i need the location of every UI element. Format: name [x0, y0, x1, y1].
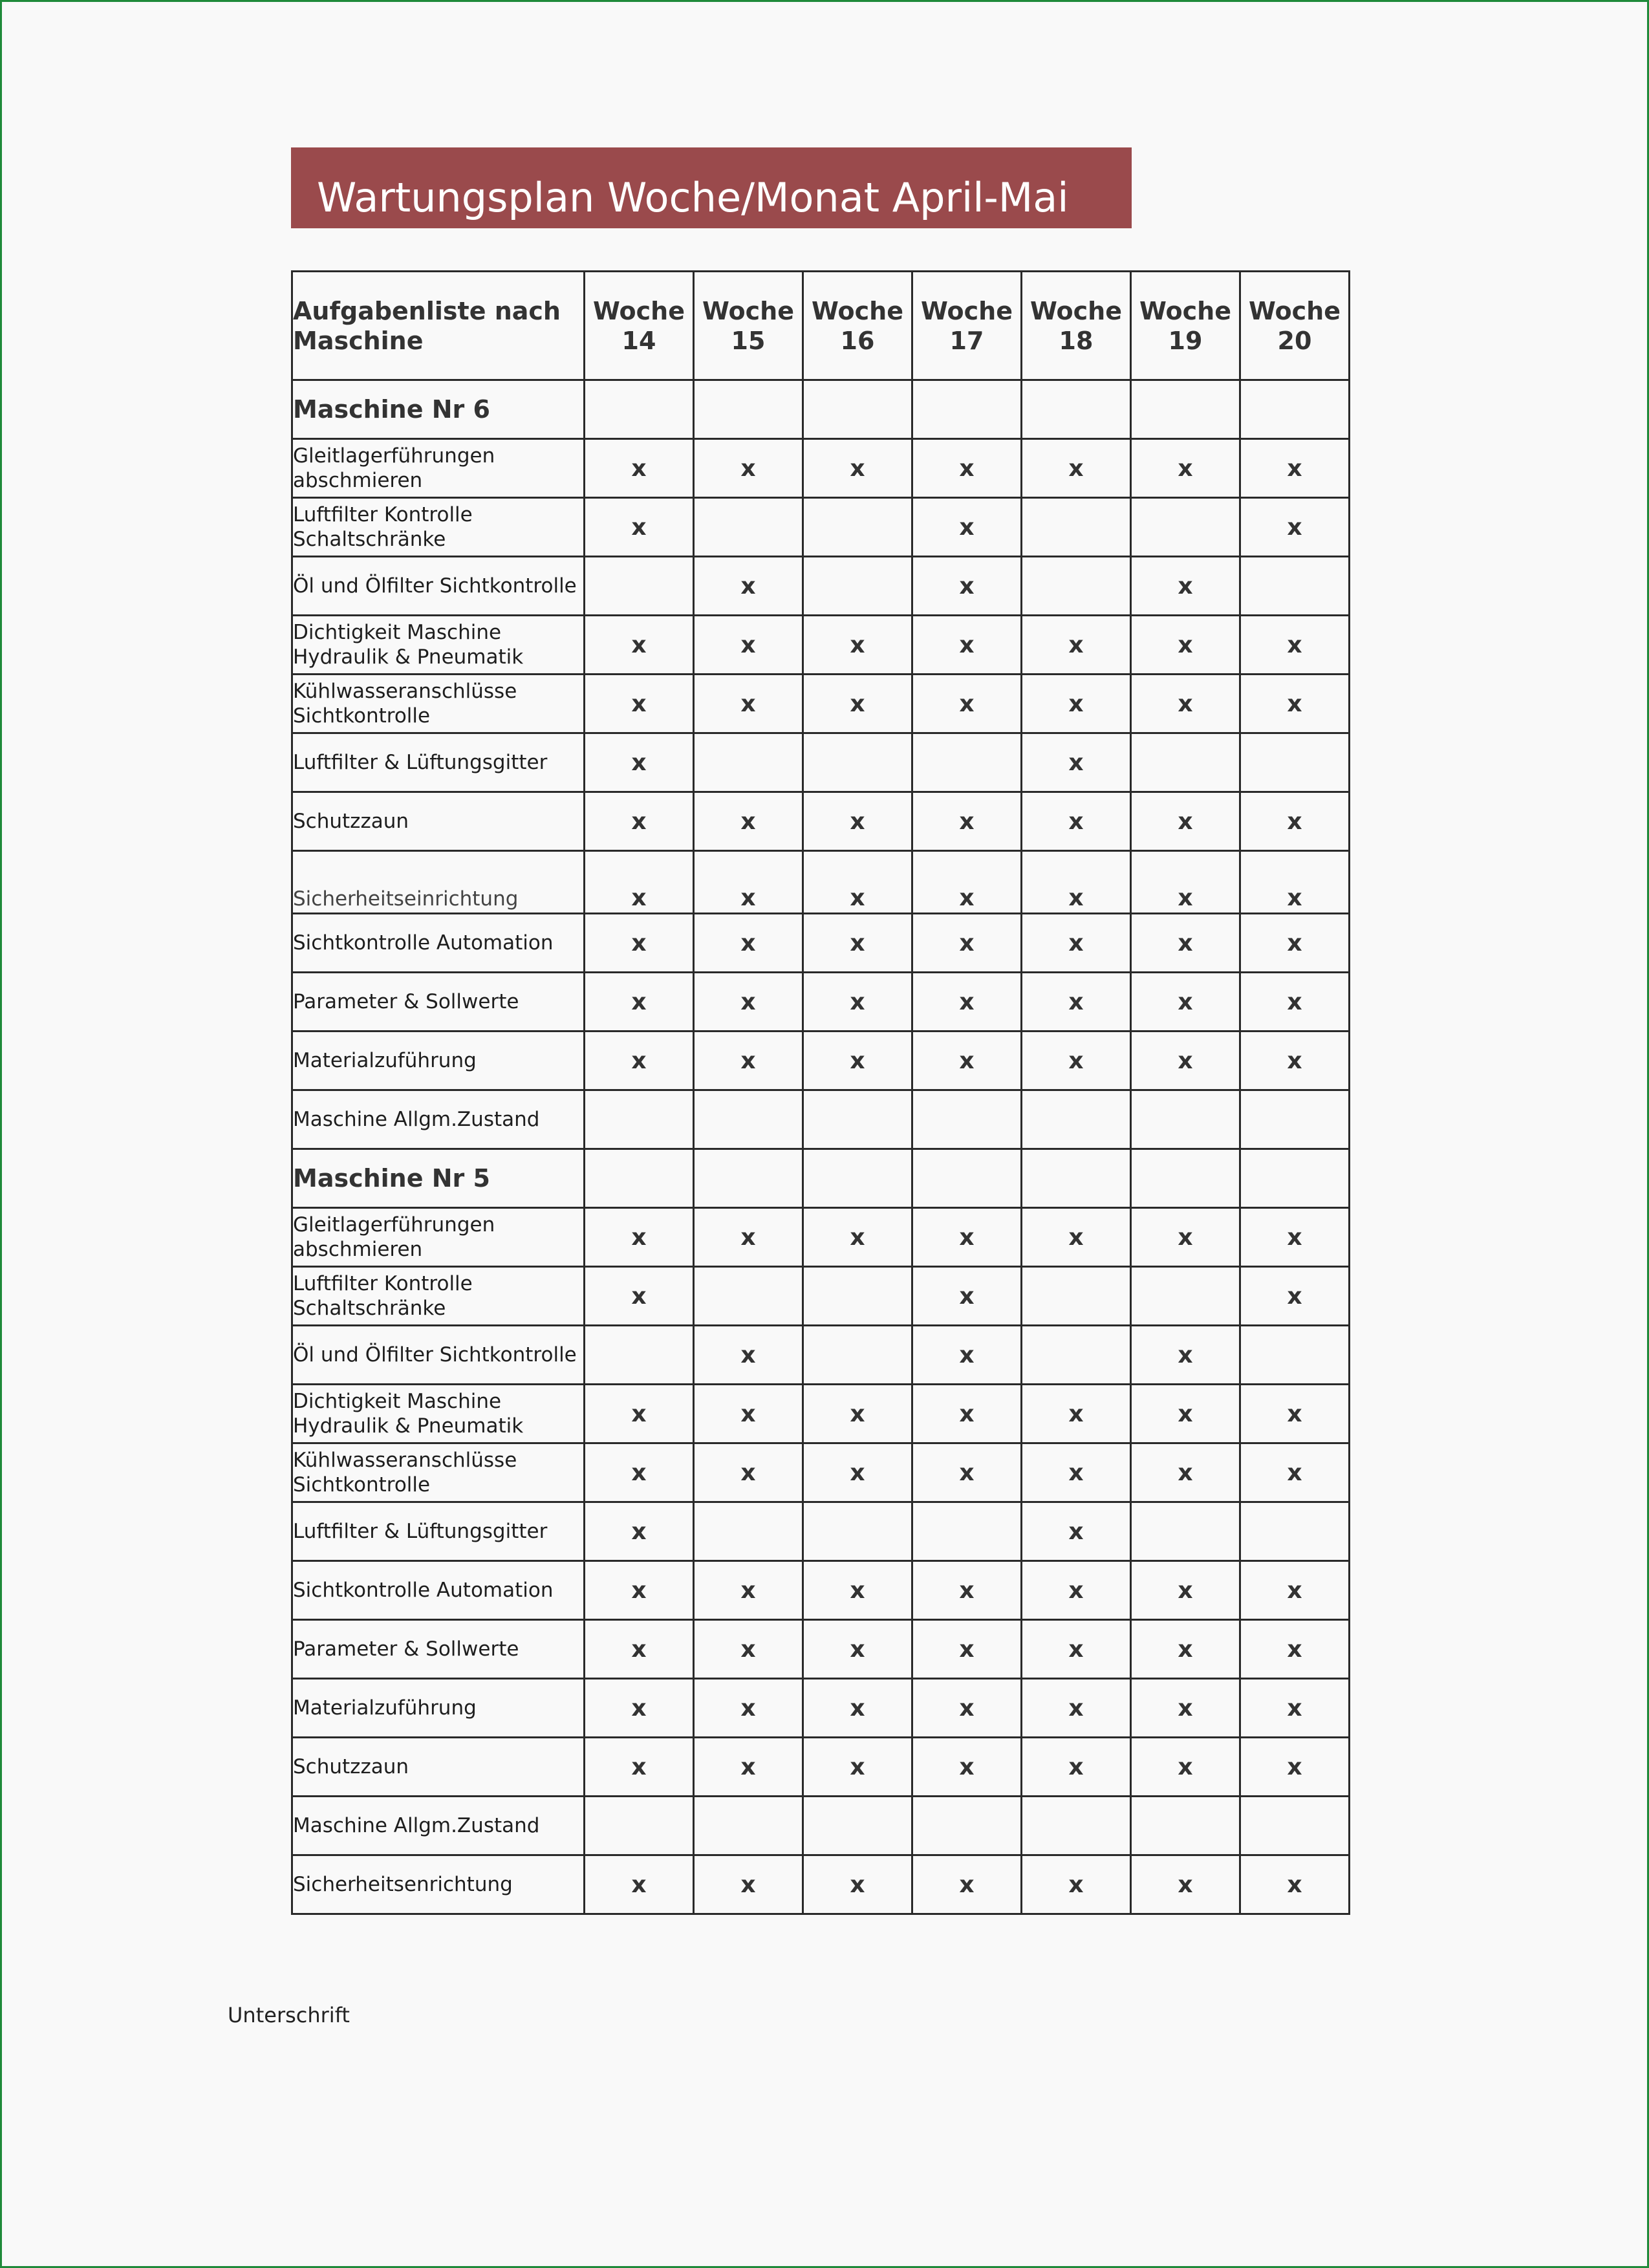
schedule-cell: x: [1022, 616, 1131, 675]
schedule-cell: x: [585, 1031, 694, 1090]
schedule-cell: [803, 1326, 912, 1385]
table-row: [292, 439, 1350, 498]
schedule-cell: x: [1022, 973, 1131, 1031]
schedule-cell: x: [1131, 1326, 1240, 1385]
schedule-cell: [1022, 1797, 1131, 1855]
week-label: Woche: [1248, 296, 1341, 325]
schedule-cell: x: [694, 1738, 803, 1797]
schedule-cell: x: [694, 557, 803, 616]
schedule-cell: x: [1240, 1855, 1350, 1914]
schedule-cell: [912, 733, 1022, 792]
task-name: Sicherheitseinrichtung: [292, 851, 585, 914]
schedule-cell: [803, 380, 912, 439]
week-label: Woche: [1139, 296, 1232, 325]
table-row: [292, 557, 1350, 616]
week-header-14: [585, 272, 694, 380]
task-name: Kühlwasseranschlüsse Sichtkontrolle: [292, 1443, 585, 1502]
schedule-cell: x: [694, 1561, 803, 1620]
schedule-cell: x: [1022, 1502, 1131, 1561]
schedule-cell: x: [1022, 792, 1131, 851]
week-header-19: [1131, 272, 1240, 380]
schedule-cell: x: [1022, 914, 1131, 973]
schedule-cell: x: [694, 439, 803, 498]
table-row: [292, 1561, 1350, 1620]
week-label: Woche: [1029, 296, 1123, 325]
schedule-cell: x: [803, 1385, 912, 1443]
week-header-17: [912, 272, 1022, 380]
week-header-15: [694, 272, 803, 380]
task-name: Materialzuführung: [292, 1679, 585, 1738]
schedule-cell: x: [803, 1031, 912, 1090]
schedule-cell: x: [694, 616, 803, 675]
schedule-cell: x: [803, 973, 912, 1031]
schedule-cell: [1022, 1326, 1131, 1385]
week-number: 20: [1277, 326, 1312, 355]
task-name: Materialzuführung: [292, 1031, 585, 1090]
schedule-cell: x: [1240, 1267, 1350, 1326]
schedule-cell: x: [912, 1267, 1022, 1326]
schedule-cell: [694, 380, 803, 439]
schedule-cell: [912, 1502, 1022, 1561]
schedule-cell: x: [1022, 1620, 1131, 1679]
table-row: [292, 914, 1350, 973]
week-number: 14: [621, 326, 656, 355]
schedule-cell: x: [1240, 616, 1350, 675]
schedule-cell: x: [1131, 1385, 1240, 1443]
schedule-cell: [1131, 1267, 1240, 1326]
table-row: [292, 1385, 1350, 1443]
schedule-cell: x: [1240, 1620, 1350, 1679]
schedule-cell: [1022, 1267, 1131, 1326]
schedule-cell: x: [803, 1208, 912, 1267]
schedule-cell: x: [1131, 973, 1240, 1031]
schedule-cell: x: [912, 498, 1022, 557]
schedule-cell: x: [912, 675, 1022, 733]
week-header-20: [1240, 272, 1350, 380]
schedule-cell: x: [585, 1208, 694, 1267]
schedule-cell: [1240, 733, 1350, 792]
schedule-cell: x: [1022, 1561, 1131, 1620]
week-label: Woche: [592, 296, 685, 325]
schedule-cell: x: [694, 1326, 803, 1385]
schedule-cell: x: [803, 792, 912, 851]
schedule-cell: x: [694, 1443, 803, 1502]
table-row: [292, 1855, 1350, 1914]
schedule-cell: x: [585, 1443, 694, 1502]
schedule-cell: x: [1240, 792, 1350, 851]
schedule-cell: [1240, 1090, 1350, 1149]
maintenance-table: [291, 270, 1350, 1915]
schedule-cell: [694, 1149, 803, 1208]
schedule-cell: x: [1240, 1738, 1350, 1797]
schedule-cell: x: [1240, 675, 1350, 733]
schedule-cell: x: [1022, 851, 1131, 914]
task-name: Öl und Ölfilter Sichtkontrolle: [292, 1326, 585, 1385]
schedule-cell: x: [912, 914, 1022, 973]
schedule-cell: [1131, 1797, 1240, 1855]
schedule-cell: [1022, 380, 1131, 439]
table-row: [292, 675, 1350, 733]
task-name: Dichtigkeit Maschine Hydraulik & Pneumatik: [292, 1385, 585, 1443]
schedule-cell: x: [694, 851, 803, 914]
schedule-cell: [585, 1797, 694, 1855]
week-number: 15: [731, 326, 766, 355]
table-row: [292, 1267, 1350, 1326]
schedule-cell: [694, 1090, 803, 1149]
week-label: Woche: [702, 296, 795, 325]
table-row: [292, 1620, 1350, 1679]
schedule-cell: [1022, 1090, 1131, 1149]
schedule-cell: x: [912, 616, 1022, 675]
schedule-cell: x: [803, 1561, 912, 1620]
schedule-cell: x: [694, 792, 803, 851]
schedule-cell: x: [1131, 792, 1240, 851]
machine-section-title: Maschine Nr 5: [292, 1149, 585, 1208]
schedule-cell: x: [694, 1679, 803, 1738]
schedule-cell: [1240, 1149, 1350, 1208]
task-name: Schutzzaun: [292, 1738, 585, 1797]
schedule-cell: x: [912, 1738, 1022, 1797]
schedule-cell: x: [694, 914, 803, 973]
table-header-row: [292, 272, 1350, 380]
schedule-cell: x: [585, 792, 694, 851]
table-row: [292, 1738, 1350, 1797]
schedule-cell: x: [585, 1385, 694, 1443]
schedule-cell: x: [912, 439, 1022, 498]
schedule-cell: [1240, 1797, 1350, 1855]
schedule-cell: x: [1131, 616, 1240, 675]
schedule-cell: x: [912, 851, 1022, 914]
schedule-cell: x: [1131, 1620, 1240, 1679]
task-name: Luftfilter & Lüftungsgitter: [292, 733, 585, 792]
schedule-cell: [1240, 557, 1350, 616]
schedule-cell: x: [585, 1620, 694, 1679]
schedule-cell: x: [585, 1738, 694, 1797]
week-number: 19: [1168, 326, 1203, 355]
schedule-cell: x: [585, 851, 694, 914]
schedule-cell: x: [912, 1326, 1022, 1385]
schedule-cell: [803, 1267, 912, 1326]
schedule-cell: x: [803, 1679, 912, 1738]
schedule-cell: [1131, 498, 1240, 557]
schedule-cell: x: [803, 851, 912, 914]
schedule-cell: x: [1131, 1738, 1240, 1797]
signature-label: Unterschrift: [228, 2003, 350, 2027]
task-name: Sicherheitsenrichtung: [292, 1855, 585, 1914]
schedule-cell: x: [585, 616, 694, 675]
table-row: [292, 1502, 1350, 1561]
schedule-cell: x: [1022, 439, 1131, 498]
schedule-cell: [1131, 380, 1240, 439]
schedule-cell: [803, 498, 912, 557]
schedule-cell: x: [1240, 1443, 1350, 1502]
schedule-cell: [694, 1267, 803, 1326]
schedule-cell: x: [912, 1679, 1022, 1738]
schedule-cell: x: [1022, 1208, 1131, 1267]
task-name: Maschine Allgm.Zustand: [292, 1797, 585, 1855]
task-name: Schutzzaun: [292, 792, 585, 851]
table-row: [292, 1443, 1350, 1502]
schedule-cell: x: [1131, 1679, 1240, 1738]
schedule-cell: x: [1131, 1443, 1240, 1502]
schedule-cell: [1240, 1502, 1350, 1561]
week-header-16: [803, 272, 912, 380]
schedule-cell: x: [1240, 498, 1350, 557]
schedule-cell: x: [694, 973, 803, 1031]
table-row: [292, 851, 1350, 914]
schedule-cell: x: [803, 675, 912, 733]
schedule-cell: x: [1240, 1031, 1350, 1090]
task-name: Maschine Allgm.Zustand: [292, 1090, 585, 1149]
table-row: [292, 973, 1350, 1031]
schedule-cell: x: [585, 914, 694, 973]
schedule-cell: [1022, 557, 1131, 616]
schedule-cell: x: [1022, 1385, 1131, 1443]
schedule-cell: x: [1131, 1855, 1240, 1914]
schedule-cell: x: [803, 1620, 912, 1679]
schedule-cell: x: [694, 1620, 803, 1679]
schedule-cell: x: [1131, 557, 1240, 616]
table-row: [292, 1797, 1350, 1855]
schedule-cell: x: [585, 1561, 694, 1620]
schedule-cell: x: [912, 1561, 1022, 1620]
schedule-cell: x: [585, 973, 694, 1031]
schedule-cell: x: [1131, 439, 1240, 498]
machine-section-title: Maschine Nr 6: [292, 380, 585, 439]
schedule-cell: x: [694, 1208, 803, 1267]
schedule-cell: x: [1131, 1561, 1240, 1620]
schedule-cell: [585, 557, 694, 616]
schedule-cell: x: [585, 1855, 694, 1914]
schedule-cell: [912, 1149, 1022, 1208]
schedule-cell: x: [1131, 914, 1240, 973]
schedule-cell: [585, 1149, 694, 1208]
schedule-cell: [1240, 1326, 1350, 1385]
schedule-cell: x: [912, 1385, 1022, 1443]
schedule-cell: x: [1022, 1679, 1131, 1738]
schedule-cell: x: [1240, 851, 1350, 914]
schedule-cell: [803, 1090, 912, 1149]
week-number: 16: [840, 326, 875, 355]
schedule-cell: x: [1240, 973, 1350, 1031]
schedule-cell: [694, 498, 803, 557]
schedule-cell: x: [1022, 733, 1131, 792]
schedule-cell: [694, 1797, 803, 1855]
schedule-cell: x: [585, 675, 694, 733]
table-row: [292, 498, 1350, 557]
task-name: Sichtkontrolle Automation: [292, 914, 585, 973]
week-label: Woche: [811, 296, 904, 325]
schedule-cell: [1131, 1502, 1240, 1561]
schedule-cell: x: [803, 1443, 912, 1502]
schedule-cell: x: [912, 1208, 1022, 1267]
schedule-cell: x: [694, 1385, 803, 1443]
week-header-18: [1022, 272, 1131, 380]
week-number: 17: [949, 326, 984, 355]
table-row: [292, 1679, 1350, 1738]
task-name: Luftfilter Kontrolle Schaltschränke: [292, 1267, 585, 1326]
page-title: Wartungsplan Woche/Monat April-Mai: [317, 174, 1069, 221]
schedule-cell: x: [912, 1443, 1022, 1502]
task-column-header: Aufgabenliste nach Maschine: [292, 272, 585, 380]
task-name: Sichtkontrolle Automation: [292, 1561, 585, 1620]
schedule-cell: x: [912, 973, 1022, 1031]
schedule-cell: x: [1022, 1855, 1131, 1914]
table-row: [292, 1031, 1350, 1090]
schedule-cell: x: [585, 498, 694, 557]
task-name: Gleitlagerführungen abschmieren: [292, 439, 585, 498]
task-name: Luftfilter & Lüftungsgitter: [292, 1502, 585, 1561]
schedule-cell: x: [1131, 675, 1240, 733]
schedule-cell: x: [803, 1855, 912, 1914]
task-name: Gleitlagerführungen abschmieren: [292, 1208, 585, 1267]
table-body: [292, 380, 1350, 1914]
schedule-cell: [1240, 380, 1350, 439]
schedule-cell: x: [803, 616, 912, 675]
schedule-cell: [803, 557, 912, 616]
schedule-cell: x: [694, 675, 803, 733]
schedule-cell: [1131, 1090, 1240, 1149]
table-row: [292, 792, 1350, 851]
table-row: [292, 733, 1350, 792]
schedule-cell: [1022, 1149, 1131, 1208]
week-label: Woche: [920, 296, 1013, 325]
schedule-cell: x: [585, 733, 694, 792]
table-row: [292, 616, 1350, 675]
schedule-cell: x: [1131, 851, 1240, 914]
table-row: [292, 1208, 1350, 1267]
schedule-cell: [912, 1797, 1022, 1855]
schedule-cell: x: [1240, 1208, 1350, 1267]
schedule-cell: x: [694, 1855, 803, 1914]
schedule-cell: x: [694, 1031, 803, 1090]
schedule-cell: x: [1022, 1738, 1131, 1797]
schedule-cell: x: [585, 1679, 694, 1738]
section-row: [292, 380, 1350, 439]
schedule-cell: x: [585, 1267, 694, 1326]
schedule-cell: x: [912, 1031, 1022, 1090]
task-name: Parameter & Sollwerte: [292, 1620, 585, 1679]
schedule-cell: [1022, 498, 1131, 557]
schedule-cell: [585, 380, 694, 439]
schedule-cell: x: [1131, 1208, 1240, 1267]
schedule-cell: [694, 733, 803, 792]
schedule-cell: x: [912, 792, 1022, 851]
schedule-cell: x: [1240, 1561, 1350, 1620]
table-row: [292, 1326, 1350, 1385]
schedule-cell: [1131, 1149, 1240, 1208]
schedule-cell: x: [1240, 1385, 1350, 1443]
schedule-cell: [912, 1090, 1022, 1149]
schedule-cell: x: [1240, 1679, 1350, 1738]
week-number: 18: [1059, 326, 1094, 355]
schedule-cell: x: [1022, 1031, 1131, 1090]
task-name: Öl und Ölfilter Sichtkontrolle: [292, 557, 585, 616]
schedule-cell: x: [803, 914, 912, 973]
schedule-cell: x: [1240, 914, 1350, 973]
task-name: Kühlwasseranschlüsse Sichtkontrolle: [292, 675, 585, 733]
schedule-cell: x: [912, 1855, 1022, 1914]
schedule-cell: [585, 1326, 694, 1385]
schedule-cell: [803, 1149, 912, 1208]
schedule-cell: x: [912, 1620, 1022, 1679]
task-name: Parameter & Sollwerte: [292, 973, 585, 1031]
task-name: Dichtigkeit Maschine Hydraulik & Pneumatik: [292, 616, 585, 675]
schedule-cell: [912, 380, 1022, 439]
section-row: [292, 1149, 1350, 1208]
task-name: Luftfilter Kontrolle Schaltschränke: [292, 498, 585, 557]
schedule-cell: [803, 733, 912, 792]
schedule-cell: [803, 1502, 912, 1561]
schedule-cell: x: [912, 557, 1022, 616]
table-row: [292, 1090, 1350, 1149]
schedule-cell: [585, 1090, 694, 1149]
schedule-cell: x: [585, 439, 694, 498]
schedule-cell: x: [803, 1738, 912, 1797]
schedule-cell: x: [585, 1502, 694, 1561]
schedule-cell: [803, 1797, 912, 1855]
schedule-cell: x: [803, 439, 912, 498]
schedule-cell: x: [1022, 1443, 1131, 1502]
schedule-cell: [694, 1502, 803, 1561]
schedule-cell: [1131, 733, 1240, 792]
title-banner: [291, 147, 1132, 228]
schedule-cell: x: [1131, 1031, 1240, 1090]
schedule-cell: x: [1240, 439, 1350, 498]
schedule-cell: x: [1022, 675, 1131, 733]
